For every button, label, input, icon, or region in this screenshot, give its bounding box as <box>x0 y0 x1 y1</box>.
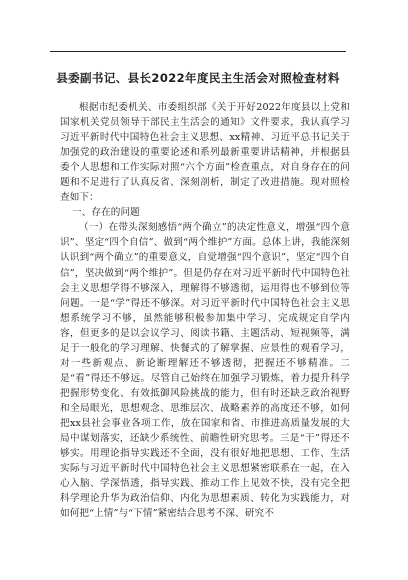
document-body <box>60 100 350 521</box>
section-heading: 一、存在的问题 <box>72 207 140 219</box>
header-rule <box>50 51 346 52</box>
intro-paragraph: 根据市纪委机关、市委组织部《关于开好2022年度县以上党和国家机关党员领导干部民主生活会的通知》文件要求，我认真学习习近平新时代中国特色社会主义思想、xx精神、习近平总书记关于加强党的政治建设的重要论述和系列最新重要讲话精神，并根据县委个人思想和工作实际对照“六个方面”检查重点，对自身存在的问题和不足进行了认真反省、深刻剖析，制定了改进措施。现对照检查如下： <box>60 102 350 204</box>
document-title: 县委副书记、县长2022年度民主生活会对照检查材料 <box>56 71 340 85</box>
subsection-paragraph: （一）在带头深刻感悟“两个确立”的决定性意义，增强“四个意识”、坚定“四个自信”、做到“两个维护”方面。总体上讲，我能深刻认识到“两个确立”的重要意义，自觉增强“四个意识”，坚定“四个自信”，坚决做到“两个维护”。但是仍存在对习近平新时代中国特色社会主义思想学得不够深入，理解得不够透彻，运用得也不够到位等问题。一是“学”得还不够深。对习近平新时代中国特色社会主义思想系统学习不够，虽然能够积极参加集中学习、完成规定自学内容，但更多的是以会议学习、阅读书籍、主题活动、短视频等，满足于一般化的学习理解、快餐式的了解掌握、应景性的观看学习，对一些新观点、新论断理解还不够透彻，把握还不够精准。二是“看”得还不够远。尽管自己始终在加强学习锻炼，着力提升科学把握形势变化、有效抵御风险挑战的能力，但有时还缺乏政治视野和全局眼光，思想观念、思维层次、战略素养的高度还不够，如何把xx县社会事业各项工作，放在国家和省、市推进高质量发展的大局中谋划落实，还缺少系统性、前瞻性研究思考。三是“干”得还不够实。用理论指导实践还不全面，没有很好地把思想、工作、生活实际与习近平新时代中国特色社会主义思想紧密联系在一起，在入心入脑、学深悟透，指导实践、推动工作上见效不快，没有完全把科学理论升华为政治信仰、内化为思想素质、转化为实践能力，对如何把“上情”与“下情”紧密结合思考不深、研究不 <box>60 222 350 520</box>
